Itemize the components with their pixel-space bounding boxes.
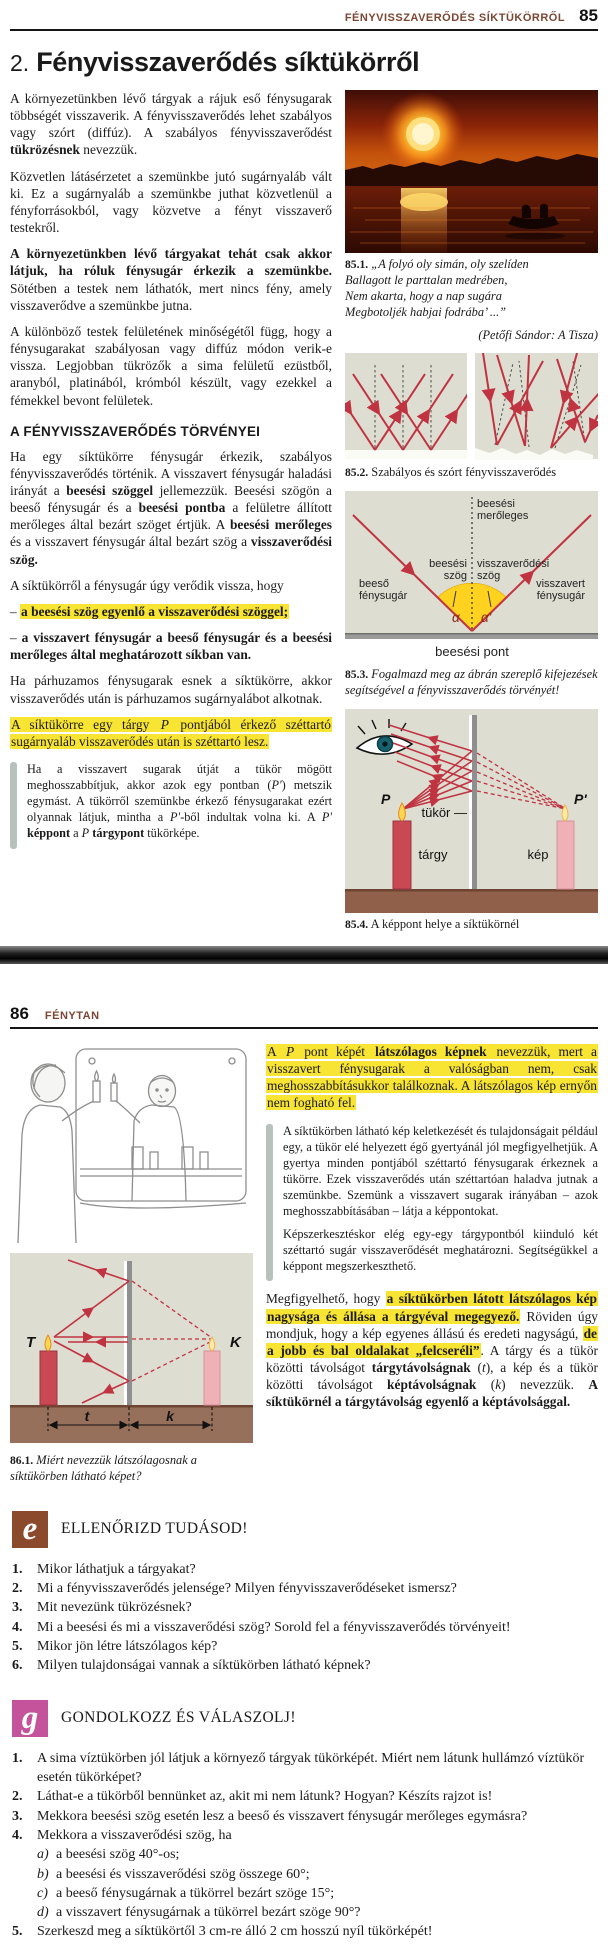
page-86-figure-column [10,1043,253,1495]
quote-line: „A folyó oly simán, oly szelíden [371,257,529,271]
figure-85-4-caption [345,917,598,933]
figure-85-4 [345,709,598,933]
check-knowledge-list [12,1560,596,1676]
page-85-running-head [10,6,598,31]
page-number-85: 85 [579,6,598,25]
question-item: 1. Mikor láthatjuk a tárgyakat? [12,1561,196,1577]
paragraph: A síktükörben látható kép keletkezését és tulajdonságait például egy, a tükör elé helyezett égő gyertyánál jól megfigyelhetjük. A gyertya minden pontjából széttartó fénysugarak érkeznek a tükörre. Ezek visszaverődés után széttartóan haladva jutnak a szemünkbe. Szemünk a visszavert sugarak irányában – azok meghosszabbításában – látja a képpontokat. [283,1123,598,1218]
quote-attribution: (Petőfi Sándor: A Tisza) [478,327,598,342]
label-reflection-angle: szög [477,570,501,583]
reflection-types-diagram [345,353,598,461]
label-T: T [26,1334,36,1351]
question-subitem: a) a beesési szög 40°-os; [37,1847,180,1863]
page-85 [0,0,608,946]
think-answer-header [12,1700,596,1737]
page-85-text-column [10,90,332,943]
caption-text: Fogalmazd meg az ábrán szereplő kifejezések segítségével a fényvisszaverődés törvényét! [345,667,598,698]
running-head-title: FÉNYTAN [44,1010,100,1022]
figure-86-1 [10,1253,253,1485]
page-85-figure-column [345,90,598,943]
label-K: K [230,1334,241,1351]
label-reflected-ray: visszavert [536,578,585,591]
figure-85-3 [345,491,598,699]
quote-line: Megbotoljék habjai fodrába’ ...” [345,304,507,319]
paragraph: A síktükörről a fénysugár úgy verődik vissza, hogy [10,577,284,593]
object-image-distance-diagram [10,1253,253,1449]
page-separator [0,946,608,964]
figure-number: 85.2. [345,466,369,480]
paragraph: Közvetlen látásérzetet a szemünkbe jutó sugárnyaláb vált ki. Ez a sugárnyaláb a szemünkbe juthat közvetlenül a fényforrásokból, vagy közvetve a fényt visszaverő testekről. [10,168,332,236]
sidebar-rule [10,762,17,849]
sidebar-rule [266,1124,273,1282]
think-answer-section [10,1700,598,1942]
label-reflection-angle: visszaverődési [477,558,550,571]
figure-number: 85.4. [345,918,369,931]
page-86-text-column [266,1043,598,1495]
mirror-sketch-drawing [10,1043,253,1243]
chapter-number: 2. [10,50,30,76]
label-incidence-point: beesési pont [435,644,509,660]
chapter-title-text: Fényvisszaverődés síktükörről [36,47,420,77]
page-86 [0,964,608,1942]
figure-85-2 [345,353,598,481]
figure-85-1 [345,90,598,343]
supplementary-block [266,1124,598,1282]
figure-number: 85.3. [345,668,369,682]
question-subitem: d) a visszavert fénysugárnak a tükörrel bezárt szöge 90°? [37,1905,361,1921]
label-normal: merőleges [477,510,529,523]
check-knowledge-header [12,1511,596,1548]
question-item: 4. Mi a beesési és mi a visszaverődési szög? Sorold fel a fényvisszaverődés törvényeit! [12,1619,511,1635]
paragraph: Képszerkesztéskor elég egy-egy tárgypontból kiinduló két széttartó sugár visszaverődését meghatározni. Segítségükkel a képpont megszerkeszthető. [283,1226,598,1273]
paragraph: Ha egy síktükörre fénysugár érkezik, szabályos fényvisszaverődés történik. A visszavert fénysugár haladási irányát a beesési szöggel jellemezzük. Beesési szögön a beeső fénysugár és a beesési pontba a felületre állított merőleges által bezárt szöget értjük. A beesési merőleges és a visszavert fénysugár által bezárt szög a visszaverődési szög. [10,448,332,567]
label-normal: beesési [477,498,515,511]
label-incident-ray: fénysugár [359,590,408,603]
mirror-bar [472,715,477,889]
label-alpha-prime: α' [481,610,492,626]
caption-text: Szabályos és szórt fényvisszaverődés [371,465,557,480]
reflection-law-diagram [345,491,598,663]
paragraph: Ha párhuzamos fénysugarak esnek a síktükörre, akkor visszaverődés után is párhuzamos sugárnyalábot alkotnak. [10,673,332,706]
think-answer-list [12,1749,596,1942]
figure-85-1-caption [345,257,598,343]
sunset-photo [345,90,598,253]
paragraph: A környezetünkben lévő tárgyakat tehát csak akkor látjuk, ha róluk fénysugár érkezik a szemünkbe. Sötétben a testek nem láthatók, mert nincs fény, amely visszaverődve a szemünkbe jutna. [10,246,332,313]
label-incidence-angle: szög [443,570,467,583]
figure-number: 85.1. [345,258,369,271]
label-object: tárgy [418,847,448,862]
supplementary-block [10,762,332,849]
quote-line: Ballagott le parttalan medrében, [345,272,508,287]
section-subhead: A FÉNYVISSZAVERŐDÉS TÖRVÉNYEI [10,423,261,439]
check-knowledge-title: ELLENŐRIZD TUDÁSOD! [61,1520,248,1538]
image-point-diagram [345,709,598,913]
chapter-title [10,47,598,78]
label-alpha: α [452,610,460,626]
running-head-title: FÉNYVISSZAVERŐDÉS SÍKTÜKÖRRŐL [344,12,566,24]
figure-86-1-caption [10,1453,253,1485]
check-knowledge-section [10,1511,598,1676]
paragraph: Ha a visszavert sugarak útját a tükör mögött meghosszabbítjuk, akkor azok egy pontban (P') metszik egymást. A tükörről szemünkbe érkező fénysugarakat ezért olyannak látjuk, mintha a P'-ből indultak volna ki. A P' képpont a P tárgypont tükörképe. [27,762,333,840]
question-item: 3. Mekkora beesési szög esetén lesz a beeső és visszavert fénysugár merőleges egymásra? [12,1808,528,1824]
figure-85-2-caption [345,465,598,481]
label-P-prime: P' [574,791,587,807]
label-k-distance: k [166,1408,174,1424]
quote-line: Nem akarta, hogy a nap sugára [345,288,502,303]
question-item: 2. Mi a fényvisszaverődés jelensége? Milyen fényvisszaverődéseket ismersz? [12,1581,457,1597]
paragraph: A környezetünkben lévő tárgyak a rájuk eső fénysugarak többségét visszaverik. A fényvisszaverődés lehet szabályos vagy szórt (diffúz). A szabályos fényvisszaverődést tükrözésnek nevezzük. [10,91,332,158]
label-reflected-ray: fénysugár [536,590,585,603]
question-item: 6. Milyen tulajdonságai vannak a síktükörben látható képnek? [12,1658,371,1674]
question-subitem: c) a beeső fénysugárnak a tükörrel bezárt szöge 15°; [37,1885,335,1901]
label-incident-ray: beeső [359,578,389,591]
think-answer-icon: g [12,1700,48,1737]
page-number-86: 86 [10,1004,29,1023]
label-mirror: tükör — [421,805,467,820]
think-answer-title: GONDOLKOZZ ÉS VÁLASZOLJ! [61,1709,296,1727]
highlighted-paragraph: A síktükörre egy tárgy P pontjából érkező széttartó sugárnyaláb visszaverődés után is széttartó lesz. [11,716,331,749]
paragraph: Megfigyelhető, hogy a síktükörben látott látszólagos kép nagysága és állása a tárgyéval megegyező. Röviden úgy mondjuk, hogy a kép egyenes állású és eredeti nagyságú, de a jobb és bal oldalakat „felcseréli”. A tárgy és a tükör közötti távolságot tárgytávolságnak (t), a kép és a tükör közötti távolságot képtávolságnak (k) nevezzük. A síktükörnél a tárgytávolság egyenlő a képtávolsággal. [266,1291,599,1410]
label-P: P [381,791,391,807]
highlighted-paragraph: A P pont képét látszólagos képnek nevezzük, mert a visszavert fénysugarak a valóságban nem, csak meghosszabbításukkor találkoznak. A látszólagos kép ernyőn nem fogható fel. [267,1044,597,1111]
question-item: 3. Mit nevezünk tükrözésnek? [12,1600,192,1616]
law-item: – a visszavert fénysugár a beeső fénysugár és a beesési merőleges által meghatározott síkban van. [10,630,332,663]
label-image: kép [527,847,549,862]
question-item: 1. A sima víztükörben jól látjuk a környező tárgyak tükörképét. Miért nem látunk hullámzó víztükör esetén tükörképet? [12,1750,585,1785]
page-86-running-head [10,1004,598,1029]
question-item: 5. Szerkeszd meg a síktükörtől 3 cm-re álló 2 cm hosszú nyíl tükörképét! [12,1924,433,1940]
mirror-glass [469,715,472,889]
question-item: 2. Láthat-e a tükörből bennünket az, akit mi nem látunk? Hogyan? Készíts rajzot is! [12,1789,493,1805]
check-knowledge-icon: e [12,1511,48,1548]
label-t-distance: t [84,1408,90,1424]
figure-number: 86.1. [10,1454,34,1467]
law-item: – a beesési szög egyenlő a visszaverődési szöggel; [10,603,289,619]
question-subitem: b) a beesési és visszaverődési szög összege 60°; [37,1866,310,1882]
question-item: 4. Mekkora a visszaverődési szög, ha [12,1827,232,1843]
caption-text: A képpont helye a síktükörnél [370,917,520,931]
caption-text: Miért nevezzük látszólagosnak a síktükörben látható képet? [10,1453,198,1483]
question-item: 5. Mikor jön létre látszólagos kép? [12,1639,218,1654]
paragraph: A különböző testek felületének minőségétől függ, hogy a fénysugarakat szabályosan vagy diffúz módon verik-e vissza. Legjobban tükrözők a sima felületű ezüstből, aranyból, platinából, krómból készült, vagy ezekkel a fémekkel bevont felületek. [10,323,332,408]
label-incidence-angle: beesési [429,558,467,571]
figure-85-3-caption [345,667,598,699]
